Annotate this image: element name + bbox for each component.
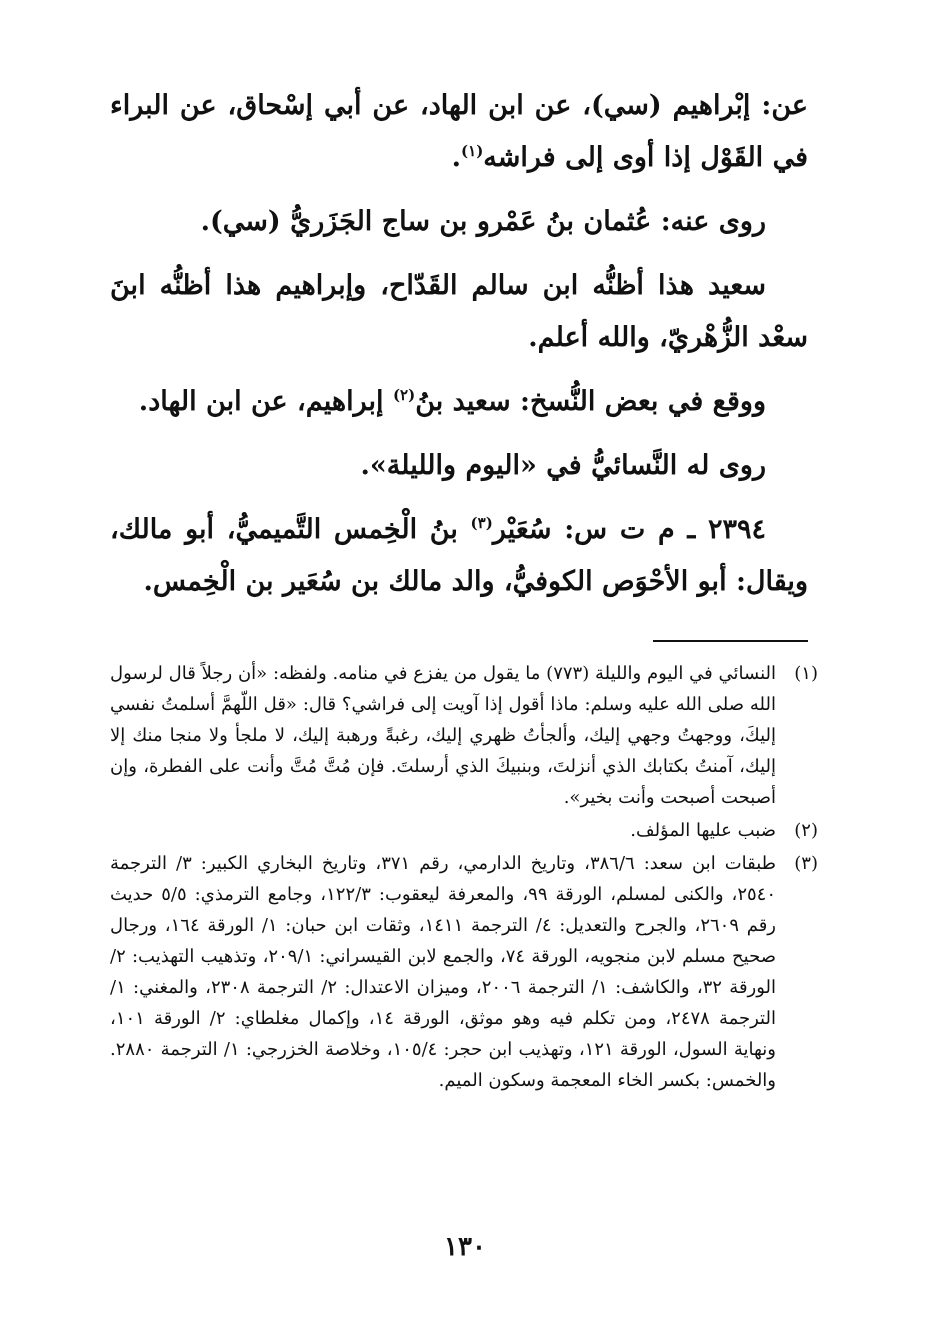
footnotes-block (110, 658, 818, 1098)
paragraph-manuscript-variant (110, 376, 808, 428)
entry-text-end: بنُ الْخِمس التَّميميُّ، أبو مالك، ويقال: أبو الأحْوَص الكوفيُّ، والد مالك بن سُعَير بن الْخِمس. (110, 514, 808, 597)
paragraph-text-end: . (451, 142, 462, 173)
footnote-text: طبقات ابن سعد: ٣٨٦/٦، وتاريخ الدارمي، رقم ٣٧١، وتاريخ البخاري الكبير: ٣/ الترجمة ٢٥٤٠، والكنى لمسلم، الورقة ٩٩، والمعرفة ليعقوب: ١٢٢/٣، وجامع الترمذي: ٥/٥ حديث رقم ٢٦٠٩، والجرح والتعديل: ٤/ الترجمة ١٤١١، وثقات ابن حبان: ١/ الورقة ١٦٤، ورجال صحيح مسلم لابن منجويه، الورقة ٧٤، والجمع لابن القيسراني: ٢٠٩/١، وتذهيب التهذيب: ٢/ الورقة ٣٢، والكاشف: ١/ الترجمة ٢٠٠٦، وميزان الاعتدال: ٢/ الترجمة ٢٣٠٨، والمغني: ١/ الترجمة ٢٤٧٨، ومن تكلم فيه وهو موثق، الورقة ١٤، وإكمال مغلطاي: ٢/ الورقة ١٠١، ونهاية السول، الورقة ١٢١، وتهذيب ابن حجر: ١٠٥/٤، وخلاصة الخزرجي: ١/ الترجمة ٢٨٨٠. والخمس: بكسر الخاء المعجمة وسكون الميم. (110, 853, 777, 1091)
footnote-number: (٢) (794, 820, 818, 841)
footnote-3 (110, 848, 818, 1096)
entry-text: ٢٣٩٤ ـ م ت س: سُعَيْر (492, 514, 766, 545)
paragraph-text: ووقع في بعض النُّسخ: سعيد بنُ (415, 386, 766, 417)
paragraph-narration-from (110, 80, 808, 184)
paragraph-narrated-by: روى عنه: عُثمان بنُ عَمْرو بن ساج الجَزَريُّ (سي). (200, 206, 766, 237)
paragraph-author-note: سعيد هذا أظنُّه ابن سالم القَدّاح، وإبراهيم هذا أظنُّه ابنَ سعْد الزُّهْريّ، والله أعلم. (110, 270, 808, 353)
footnote-text: النسائي في اليوم والليلة (٧٧٣) ما يقول من يفزع في منامه. ولفظه: «أن رجلاً قال لرسول الله صلى الله عليه وسلم: ماذا أقول إذا آويت إلى فراشي؟ قال: «قل اللّهمَّ أسلمتُ نفسي إليكَ، ووجهتُ وجهي إليك، وألجأتُ ظهري إليك، رغبةً ورهبة إليك، لا ملجأ ولا منجا منك إلا إليك، آمنتُ بكتابك الذي أنزلتَ، وبنبيكَ الذي أرسلتَ. فإن مُتَّ مُتَّ وأنت على الفطرة، وإن أصبحت أصبحت وأنت بخير». (110, 663, 776, 808)
footnote-marker-3: (٣) (470, 514, 493, 532)
page-number: ١٣٠ (444, 1232, 486, 1262)
paragraph-narrated-for: روى له النَّسائيُّ في «اليوم والليلة». (360, 450, 766, 481)
footnote-2 (110, 815, 818, 846)
paragraph-text: عن: إبْراهيم (سي)، عن ابن الهاد، عن أبي إسْحاق، عن البراء في القَوْل إذا أوى إلى فراشه (110, 90, 808, 173)
footnote-number: (٣) (794, 853, 818, 874)
footnote-marker-1: (١) (461, 142, 484, 160)
entry-heading-2394 (110, 504, 808, 608)
main-text-block (110, 80, 808, 608)
footnote-number: (١) (794, 663, 818, 684)
footnote-separator-rule (653, 640, 808, 642)
footnote-marker-2: (٢) (392, 386, 416, 404)
footnote-1 (110, 658, 818, 813)
footnote-text: ضبب عليها المؤلف. (630, 820, 776, 841)
paragraph-text-end: إبراهيم، عن ابن الهاد. (138, 386, 393, 417)
